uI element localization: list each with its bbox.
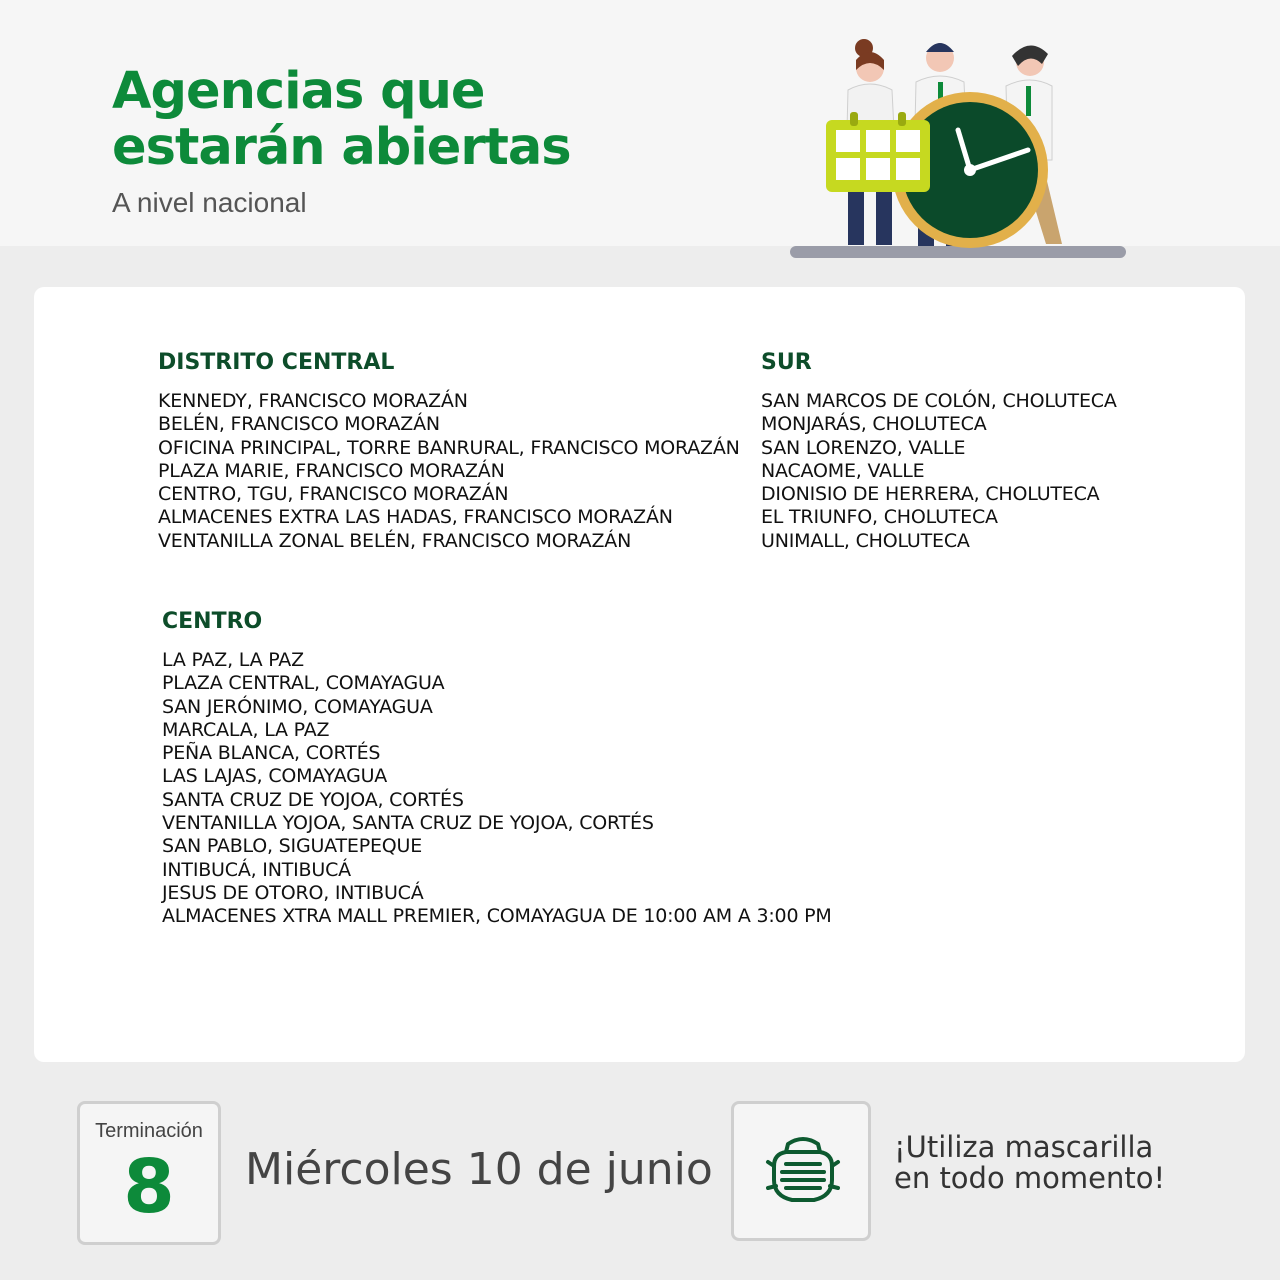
agency-item: LA PAZ, LA PAZ	[162, 649, 304, 671]
agency-item: DIONISIO DE HERRERA, CHOLUTECA	[761, 483, 1100, 506]
agency-item: ALMACENES EXTRA LAS HADAS, FRANCISCO MORAZÁN	[158, 506, 673, 529]
agency-item: SAN PABLO, SIGUATEPEQUE	[162, 835, 423, 858]
agency-item: SAN JERÓNIMO, COMAYAGUA	[162, 695, 433, 718]
agency-item: KENNEDY, FRANCISCO MORAZÁN	[158, 390, 468, 412]
agency-item: ALMACENES XTRA MALL PREMIER, COMAYAGUA DE 10:00 AM A 3:00 PM	[162, 905, 832, 928]
page-title	[112, 64, 571, 176]
agency-item: SAN MARCOS DE COLÓN, CHOLUTECA	[761, 390, 1117, 412]
agency-item: VENTANILLA YOJOA, SANTA CRUZ DE YOJOA, CORTÉS	[162, 812, 654, 835]
region-centro	[162, 609, 832, 929]
agency-item: UNIMALL, CHOLUTECA	[761, 529, 970, 552]
agencies-card	[34, 287, 1245, 1062]
title-line-2: estarán abiertas	[112, 118, 571, 177]
mask-reminder	[894, 1132, 1165, 1194]
agency-item: OFICINA PRINCIPAL, TORRE BANRURAL, FRANCISCO MORAZÁN	[158, 436, 740, 459]
date-label: Miércoles 10 de junio	[245, 1144, 713, 1195]
mask-reminder-line-2: en todo momento!	[894, 1161, 1166, 1195]
agency-list	[158, 390, 740, 553]
agency-item: NACAOME, VALLE	[761, 459, 925, 482]
agency-item: SAN LORENZO, VALLE	[761, 436, 966, 459]
region-distrito-central	[158, 350, 740, 553]
agency-item: MARCALA, LA PAZ	[162, 718, 330, 741]
agency-item: PEÑA BLANCA, CORTÉS	[162, 742, 381, 765]
agency-item: JESUS DE OTORO, INTIBUCÁ	[162, 881, 424, 904]
agency-item: BELÉN, FRANCISCO MORAZÁN	[158, 413, 440, 436]
agency-item: VENTANILLA ZONAL BELÉN, FRANCISCO MORAZÁN	[158, 529, 632, 552]
region-heading: DISTRITO CENTRAL	[158, 350, 395, 375]
agency-item: MONJARÁS, CHOLUTECA	[761, 413, 987, 436]
agency-item: LAS LAJAS, COMAYAGUA	[162, 765, 388, 788]
face-mask-icon	[764, 1132, 842, 1212]
agency-item: EL TRIUNFO, CHOLUTECA	[761, 506, 998, 529]
agency-list	[162, 649, 832, 929]
agency-list	[761, 390, 1117, 553]
mask-icon-badge	[731, 1101, 871, 1241]
termination-number: 8	[123, 1144, 175, 1230]
agency-item: PLAZA MARIE, FRANCISCO MORAZÁN	[158, 459, 505, 482]
region-heading: CENTRO	[162, 609, 263, 634]
page-subtitle: A nivel nacional	[112, 187, 307, 218]
termination-badge	[77, 1101, 221, 1245]
agency-item: PLAZA CENTRAL, COMAYAGUA	[162, 672, 445, 695]
mask-reminder-line-1: ¡Utiliza mascarilla	[894, 1130, 1154, 1164]
termination-label: Terminación	[95, 1120, 203, 1142]
agency-item: CENTRO, TGU, FRANCISCO MORAZÁN	[158, 483, 509, 506]
header-banner	[0, 0, 1280, 246]
title-line-1: Agencias que	[112, 62, 485, 121]
agency-item: SANTA CRUZ DE YOJOA, CORTÉS	[162, 788, 464, 811]
region-heading: SUR	[761, 350, 812, 375]
region-sur	[761, 350, 1117, 553]
agency-item: INTIBUCÁ, INTIBUCÁ	[162, 858, 351, 881]
staff-with-calendar-and-clock-illustration	[780, 30, 1140, 270]
